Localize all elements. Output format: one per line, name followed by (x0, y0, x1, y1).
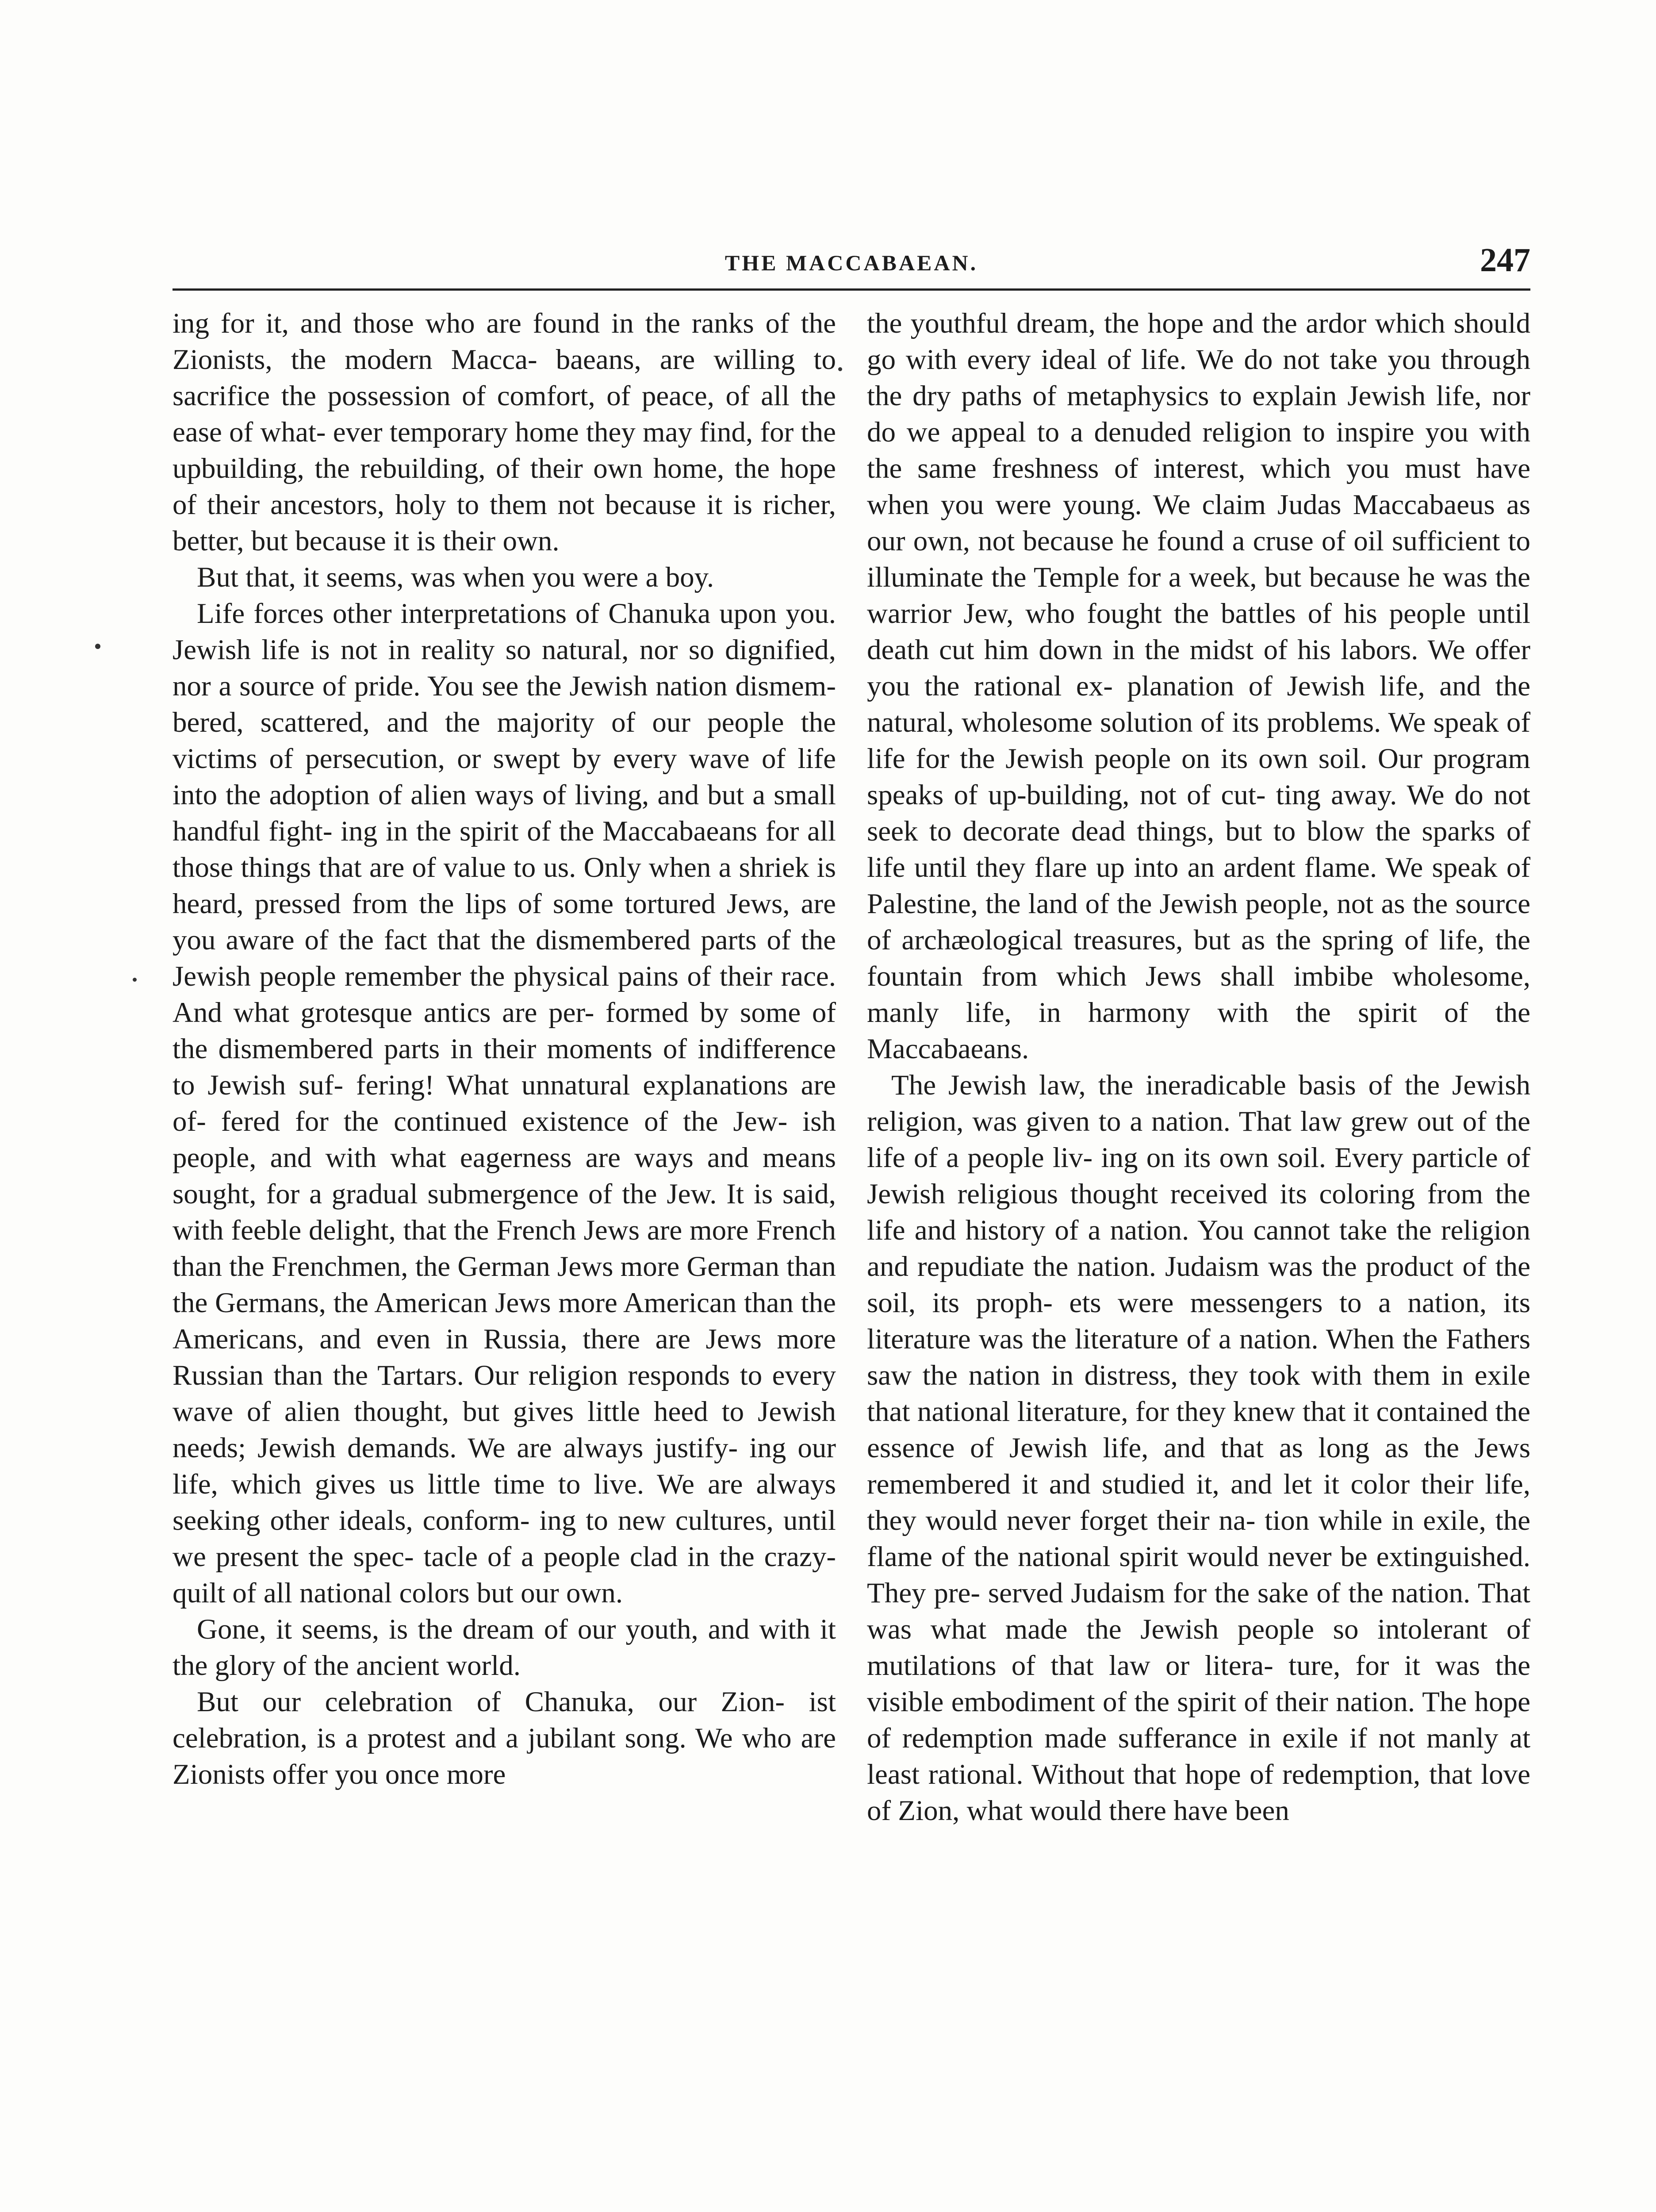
scan-speck (838, 367, 842, 371)
paragraph: ing for it, and those who are found in the ranks of the Zionists, the modern Macca- baeans, are willing to sacrifice the possession of comfort, of peace, of all the ease of what- ever temporary home they may find, for the upbuilding, the rebuilding, of their own home, the hope of their ancestors, holy to them not because it is richer, better, but because it is their own. (172, 307, 836, 557)
header-rule (172, 288, 1530, 291)
right-column (867, 305, 1530, 1829)
paragraph: But that, it seems, was when you were a boy. (197, 561, 714, 593)
running-title: THE MACCABAEAN. (724, 250, 978, 275)
page-number: 247 (1480, 242, 1530, 279)
scan-speck (95, 644, 100, 649)
left-column (172, 305, 836, 1793)
paragraph: Gone, it seems, is the dream of our youth, and with it the glory of the ancient world. (172, 1613, 836, 1682)
paragraph: But our celebration of Chanuka, our Zion- ist celebration, is a protest and a jubilant song. We who are Zionists offer you once more (172, 1686, 836, 1790)
paragraph: The Jewish law, the ineradicable basis of the Jewish religion, was given to a nation. That law grew out of the life of a people liv- ing on its own soil. Every particle of Jewish religious thought received its coloring from the life and history of a nation. You cannot take the religion and repudiate the nation. Judaism was the product of the soil, its proph- ets were messengers to a nation, its literature was the literature of a nation. When the Fathers saw the nation in distress, they took with them in exile that national literature, for they knew that it contained the essence of Jewish life, and that as long as the Jews remembered it and studied it, and let it color their life, they would never forget their na- tion while in exile, the flame of the national spirit would never be extinguished. They pre- served Judaism for the sake of the nation. That was what made the Jewish people so intolerant of mutilations of that law or litera- ture, for it was the visible embodiment of the spirit of their nation. The hope of redemption made sufferance in exile if not manly at least rational. Without that hope of redemption, that love of Zion, what would there have been (867, 1069, 1530, 1827)
paragraph: Life forces other interpretations of Chanuka upon you. Jewish life is not in reality so natural, nor so dignified, nor a source of pride. You see the Jewish nation dismem- bered, scattered, and the majority of our people the victims of persecution, or swept by every wave of life into the adoption of alien ways of living, and but a small handful fight- ing in the spirit of the Maccabaeans for all those things that are of value to us. Only when a shriek is heard, pressed from the lips of some tortured Jews, are you aware of the fact that the dismembered parts of the Jewish people remember the physical pains of their race. And what grotesque antics are per- formed by some of the dismembered parts in their moments of indifference to Jewish suf- fering! What unnatural explanations are of- fered for the continued existence of the Jew- ish people, and with what eagerness are ways and means sought, for a gradual submergence of the Jew. It is said, with feeble delight, that the French Jews are more French than the Frenchmen, the German Jews more German than the Germans, the American Jews more American than the Americans, and even in Russia, there are Jews more Russian than the Tartars. Our religion responds to every wave of alien thought, but gives little heed to Jewish needs; Jewish demands. We are always justify- ing our life, which gives us little time to live. We are always seeking other ideals, conform- ing to new cultures, until we present the spec- tacle of a people clad in the crazy-quilt of all national colors but our own. (172, 598, 836, 1609)
running-header (172, 241, 1530, 290)
scan-speck (133, 978, 137, 982)
paragraph: the youthful dream, the hope and the ardor which should go with every ideal of life. We do not take you through the dry paths of metaphysics to explain Jewish life, nor do we appeal to a denuded religion to inspire you with the same freshness of interest, which you must have when you were young. We claim Judas Maccabaeus as our own, not because he found a cruse of oil sufficient to illuminate the Temple for a week, but because he was the warrior Jew, who fought the battles of his people until death cut him down in the midst of his labors. We offer you the rational ex- planation of Jewish life, and the natural, wholesome solution of its problems. We speak of life for the Jewish people on its own soil. Our program speaks of up-building, not of cut- ting away. We do not seek to decorate dead things, but to blow the sparks of life until they flare up into an ardent flame. We speak of Palestine, the land of the Jewish people, not as the source of archæological treasures, but as the spring of life, the fountain from which Jews shall imbibe wholesome, manly life, in harmony with the spirit of the Maccabaeans. (867, 307, 1530, 1065)
